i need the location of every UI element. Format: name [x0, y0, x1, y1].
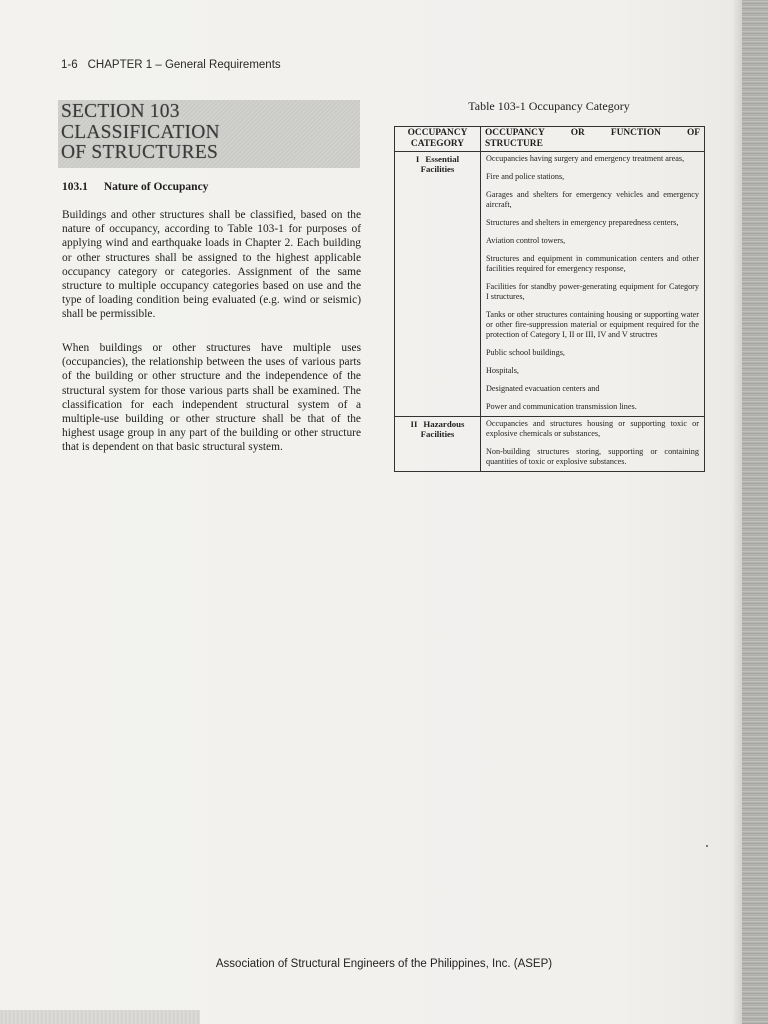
category-numeral: II	[410, 419, 418, 429]
category-name: Hazardous	[423, 419, 465, 429]
header-word: FUNCTION	[610, 128, 661, 138]
section-title-line: SECTION 103	[61, 101, 180, 122]
page-footer: Association of Structural Engineers of the Philippines, Inc. (ASEP)	[215, 958, 553, 970]
occupancy-table	[394, 126, 705, 472]
list-item: Occupancies and structures housing or supporting toxic or explosive chemicals or substances,	[486, 419, 699, 438]
table-row	[395, 152, 705, 417]
list-item: Public school buildings,	[486, 348, 565, 357]
page-number: 1-6	[61, 59, 78, 71]
category-name: Facilities	[420, 164, 455, 174]
category-cell	[395, 417, 481, 472]
list-item: Hospitals,	[486, 366, 519, 375]
list-item: Garages and shelters for emergency vehicles and emergency aircraft,	[486, 190, 699, 209]
section-title	[61, 102, 220, 164]
scan-artifact	[0, 1010, 200, 1024]
scan-speck	[706, 845, 708, 847]
list-item: Aviation control towers,	[486, 236, 566, 245]
subsection-number: 103.1	[62, 181, 88, 193]
body-paragraph: Buildings and other structures shall be classified, based on the nature of occupancy, according to Table 103-1 for purposes of applying wind and earthquake loads in Chapter 2. Each building or other structures shall be assigned to the highest applicable occupancy category or categories. Assignment of the same structure to multiple occupancy categories based on use and the type of loading condition being evaluated (e.g. wind or seismic) shall be permissible.	[62, 209, 361, 321]
subsection-heading	[62, 181, 208, 193]
header-text: OCCUPANCY	[407, 128, 468, 138]
header-word: OR	[570, 128, 585, 138]
function-list-cell	[481, 417, 705, 472]
header-word: OF	[686, 128, 700, 138]
list-item: Occupancies having surgery and emergency treatment areas,	[486, 154, 685, 163]
category-name: Essential	[425, 154, 460, 164]
body-paragraph: When buildings or other structures have multiple uses (occupancies), the relationship between the uses of various parts of the building or other structure and the independence of the structural system for those various parts shall be examined. The classification for each independent structural system of a multiple-use building or other structure shall be that of the highest usage group in any part of the building or other structure that is dependent on that basic structural system.	[62, 342, 361, 454]
header-text: CATEGORY	[410, 139, 465, 149]
subsection-title: Nature of Occupancy	[103, 181, 209, 193]
section-title-line: OF STRUCTURES	[61, 142, 219, 163]
header-occupancy-function	[481, 127, 705, 152]
page-edge-shadow	[742, 0, 768, 1024]
header-word: STRUCTURE	[485, 139, 543, 149]
list-item: Structures and equipment in communication centers and other facilities required for emergency response,	[486, 254, 699, 273]
list-item: Power and communication transmission lines.	[486, 402, 637, 411]
category-cell	[395, 152, 481, 417]
table-row	[395, 417, 705, 472]
header-word: OCCUPANCY	[485, 128, 545, 138]
chapter-title: CHAPTER 1 – General Requirements	[87, 59, 281, 71]
list-item: Tanks or other structures containing housing or supporting water or other fire-suppression material or equipment required for the protection of Category I, II or III, IV and V structres	[486, 310, 699, 339]
section-title-line: CLASSIFICATION	[61, 121, 220, 143]
table-caption: Table 103-1 Occupancy Category	[468, 99, 630, 113]
table-header-row	[395, 127, 705, 152]
list-item: Facilities for standby power-generating equipment for Category I structures,	[486, 282, 699, 301]
list-item: Designated evacuation centers and	[486, 384, 600, 393]
list-item: Non-building structures storing, supporting or containing quantities of toxic or explosive substances.	[486, 447, 699, 466]
function-list-cell	[481, 152, 705, 417]
category-name: Facilities	[420, 429, 455, 439]
header-occupancy-category	[395, 127, 481, 152]
list-item: Fire and police stations,	[486, 172, 565, 181]
category-numeral: I	[415, 154, 420, 164]
list-item: Structures and shelters in emergency preparedness centers,	[486, 218, 679, 227]
running-header	[61, 59, 281, 71]
